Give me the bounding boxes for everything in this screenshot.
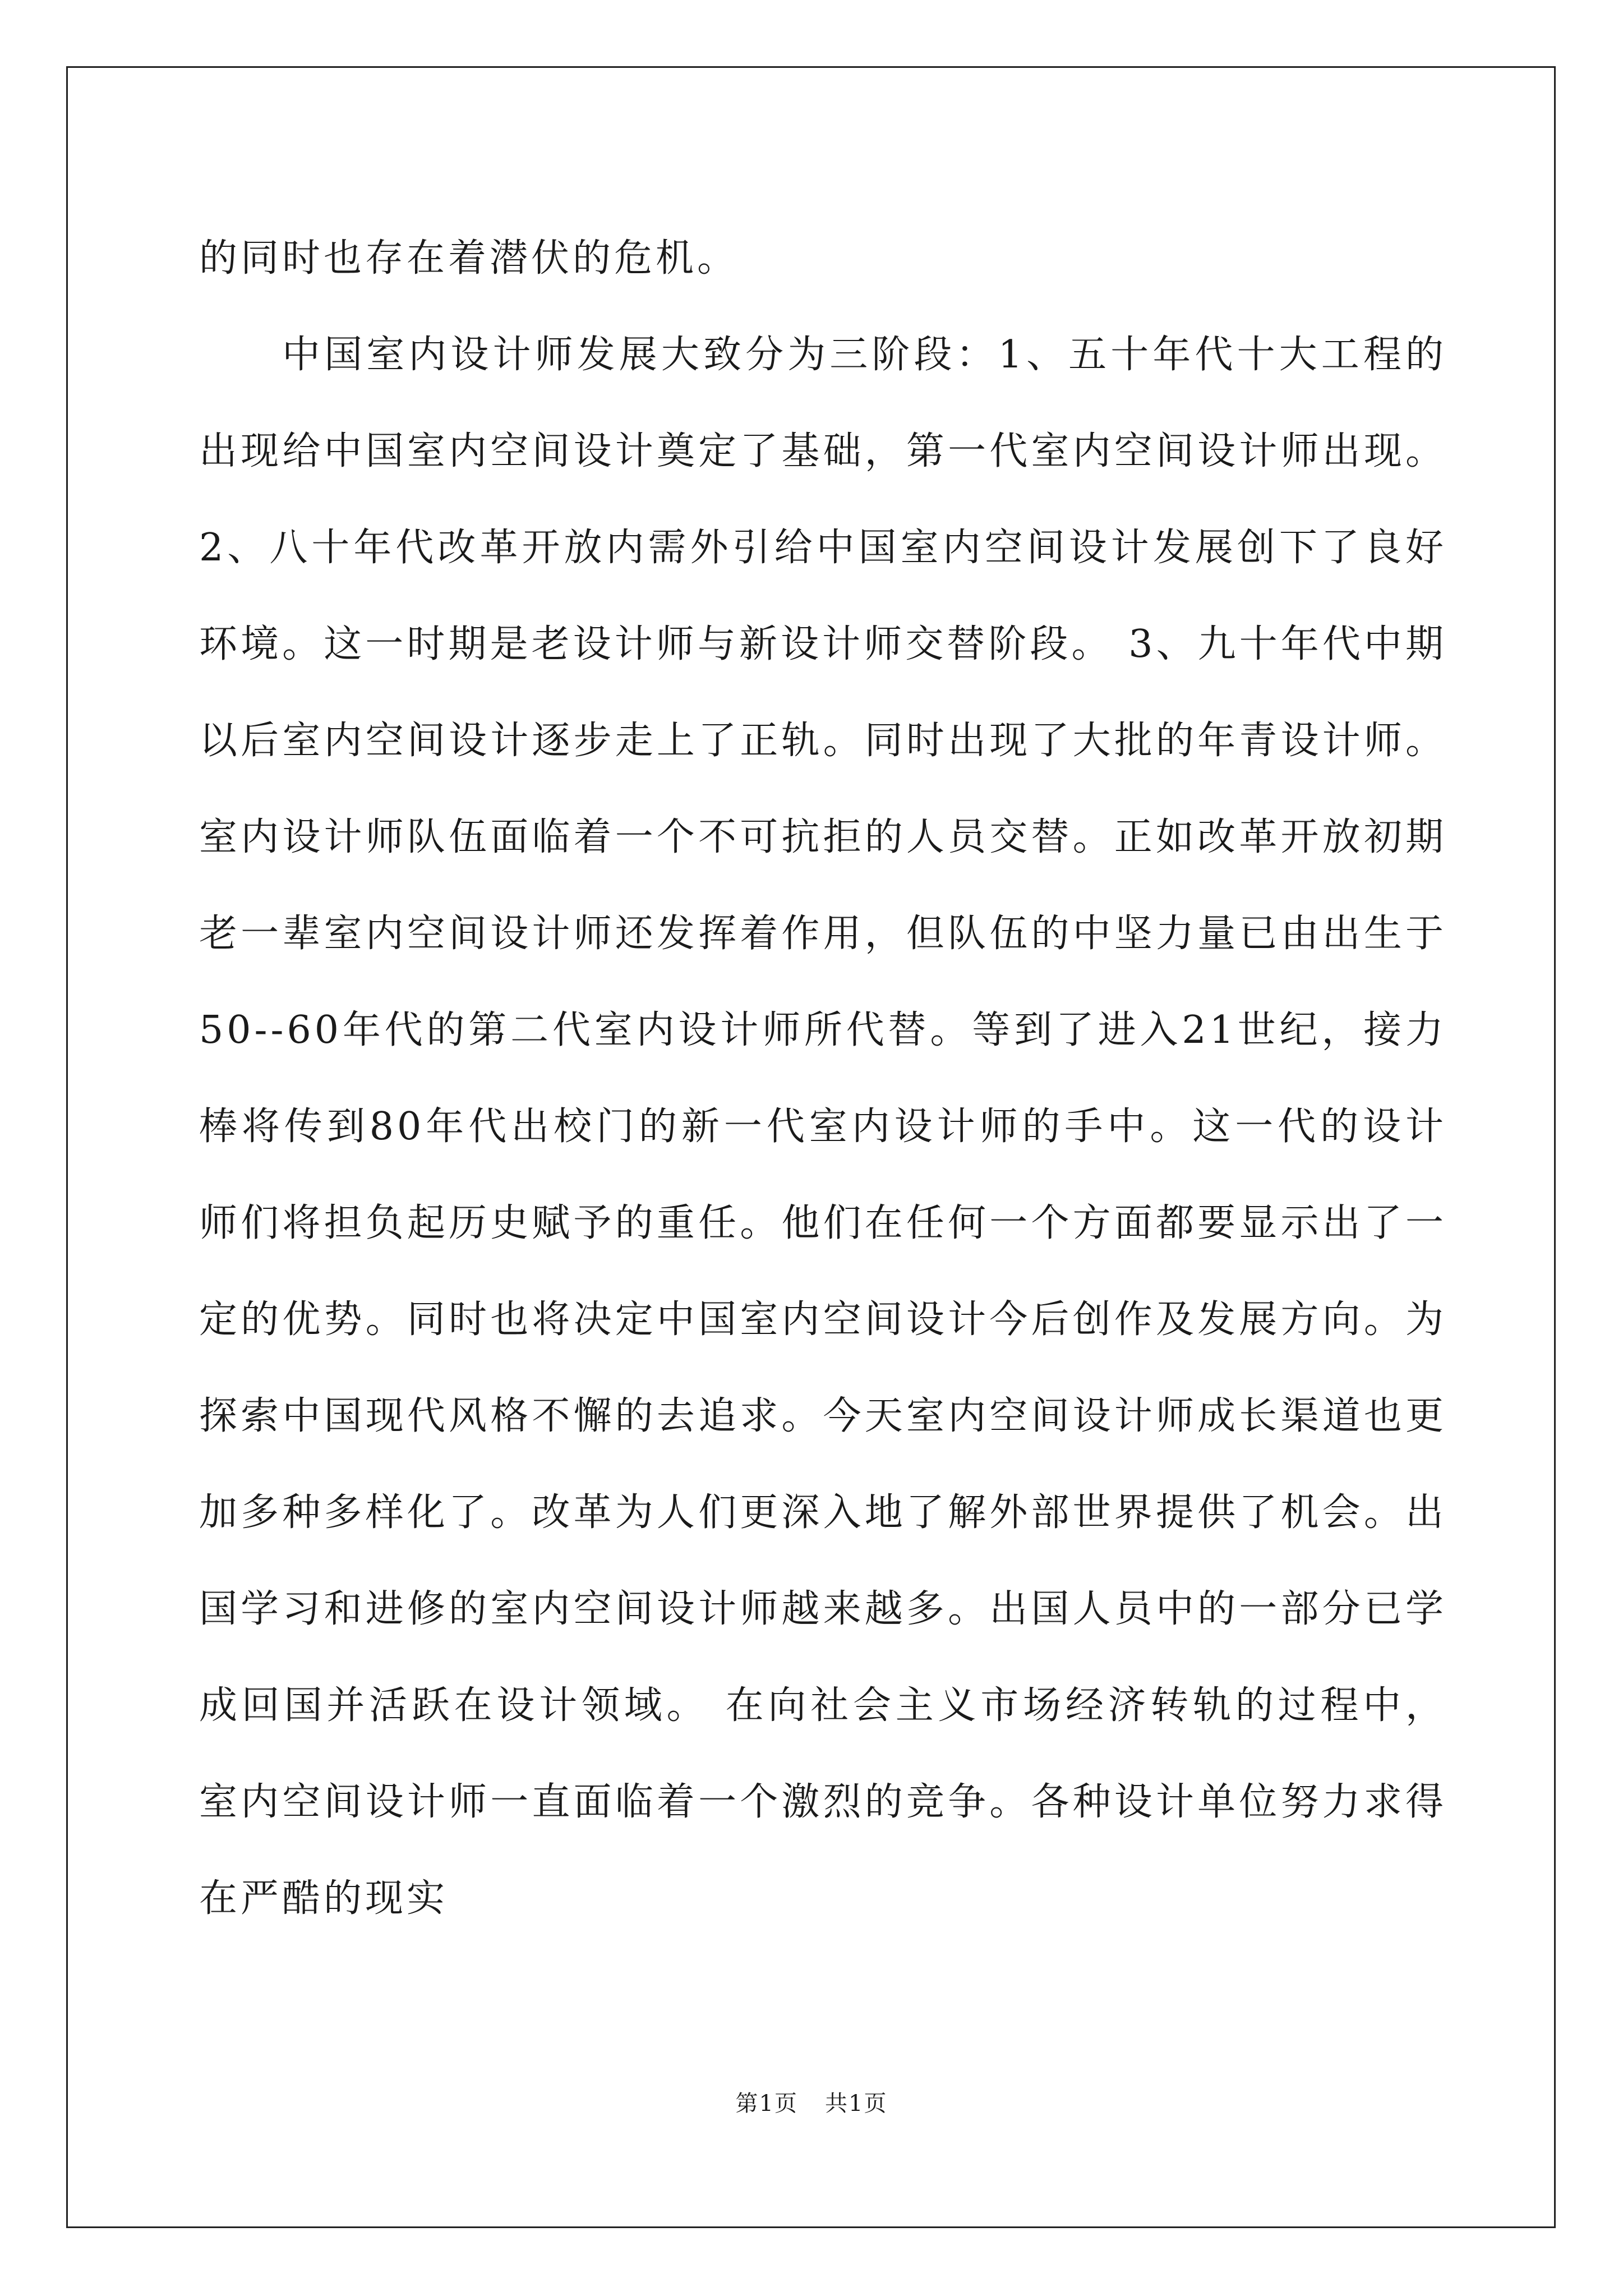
page-number-total: 共1页 xyxy=(825,2091,888,2116)
document-body xyxy=(199,210,1447,1947)
page-footer xyxy=(0,2086,1623,2118)
page-number-current: 第1页 xyxy=(735,2091,798,2116)
paragraph-continuation: 的同时也存在着潜伏的危机。 xyxy=(199,236,739,280)
paragraph-designer-history: 中国室内设计师发展大致分为三阶段：1、五十年代十大工程的出现给中国室内空间设计奠定了基础，第一代室内空间设计师出现。2、八十年代改革开放内需外引给中国室内空间设计发展创下了良好环境。这一时期是老设计师与新设计师交替阶段。 3、九十年代中期以后室内空间设计逐步走上了正轨。同时出现了大批的年青设计师。 室内设计师队伍面临着一个不可抗拒的人员交替。正如改革开放初期老一辈室内空间设计师还发挥着作用，但队伍的中坚力量已由出生于50--60年代的第二代室内设计师所代替。等到了进入21世纪，接力棒将传到80年代出校门的新一代室内设计师的手中。这一代的设计师们将担负起历史赋予的重任。他们在任何一个方面都要显示出了一定的优势。同时也将决定中国室内空间设计今后创作及发展方向。为探索中国现代风格不懈的去追求。今天室内空间设计师成长渠道也更加多种多样化了。改革为人们更深入地了解外部世界提供了机会。出国学习和进修的室内空间设计师越来越多。出国人员中的一部分已学成回国并活跃在设计领域。 在向社会主义市场经济转轨的过程中，室内空间设计师一直面临着一个激烈的竞争。各种设计单位努力求得在严酷的现实 xyxy=(199,333,1447,1921)
